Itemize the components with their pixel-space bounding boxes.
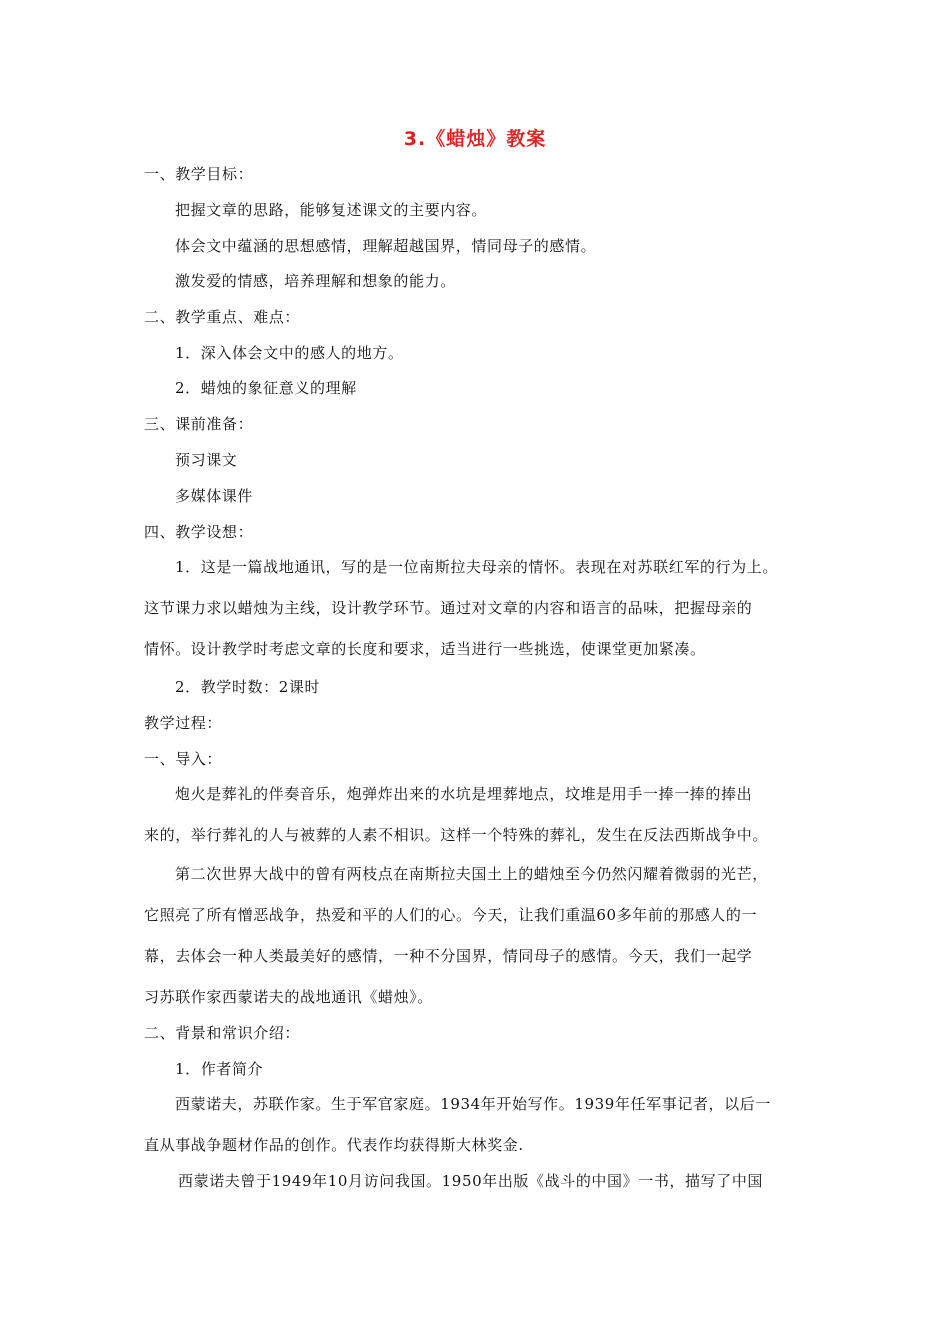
list-item: 2．蜡烛的象征意义的理解 [175,379,357,397]
paragraph-line: 预习课文 [175,451,238,469]
paragraph-line: 多媒体课件 [175,487,254,505]
paragraph-line: 激发爱的情感，培养理解和想象的能力。 [175,272,456,290]
section-heading-key-points: 二、教学重点、难点： [144,308,301,326]
paragraph-line: 习苏联作家西蒙诺夫的战地通讯《蜡烛》。 [144,988,433,1006]
paragraph-line: 它照亮了所有憎恶战争，热爱和平的人们的心。今天，让我们重温60多年前的那感人的一 [144,906,758,924]
section-heading-preparation: 三、课前准备： [144,415,254,433]
list-item: 1．作者简介 [175,1060,264,1078]
section-heading-objectives: 一、教学目标： [144,165,254,183]
paragraph-line: 来的，举行葬礼的人与被葬的人素不相识。这样一个特殊的葬礼，发生在反法西斯战争中。 [144,826,769,844]
paragraph-line: 直从事战争题材作品的创作。代表作均获得斯大林奖金. [144,1136,524,1154]
paragraph-line: 西蒙诺夫，苏联作家。生于军官家庭。1934年开始写作。1939年任军事记者，以后一 [175,1095,771,1113]
paragraph-line: 这节课力求以蜡烛为主线，设计教学环节。通过对文章的内容和语言的品味，把握母亲的 [144,599,753,617]
list-item: 1．深入体会文中的感人的地方。 [175,344,404,362]
section-heading-design: 四、教学设想： [144,523,254,541]
paragraph-line: 幕，去体会一种人类最美好的感情，一种不分国界，情同母子的感情。今天，我们一起学 [144,947,753,965]
document-title: 3.《蜡烛》教案 [403,128,547,150]
paragraph-line: 炮火是葬礼的伴奏音乐，炮弹炸出来的水坑是埋葬地点，坟堆是用手一捧一捧的捧出 [175,785,753,803]
paragraph-line: 体会文中蕴涵的思想感情，理解超越国界，情同母子的感情。 [175,237,597,255]
paragraph-line: 情怀。设计教学时考虑文章的长度和要求，适当进行一些挑选，使课堂更加紧凑。 [144,640,706,658]
section-heading-process: 教学过程： [144,714,223,732]
section-heading-background: 二、背景和常识介绍： [144,1024,301,1042]
section-heading-intro: 一、导入： [144,750,223,768]
list-item: 2．教学时数：2课时 [175,678,321,696]
paragraph-line: 1．这是一篇战地通讯，写的是一位南斯拉夫母亲的情怀。表现在对苏联红军的行为上。 [175,558,778,576]
paragraph-line: 西蒙诺夫曾于1949年10月访问我国。1950年出版《战斗的中国》一书，描写了中国 [178,1172,764,1190]
paragraph-line: 把握文章的思路，能够复述课文的主要内容。 [175,201,488,219]
paragraph-line: 第二次世界大战中的曾有两枝点在南斯拉夫国土上的蜡烛至今仍然闪耀着微弱的光芒， [175,865,768,883]
